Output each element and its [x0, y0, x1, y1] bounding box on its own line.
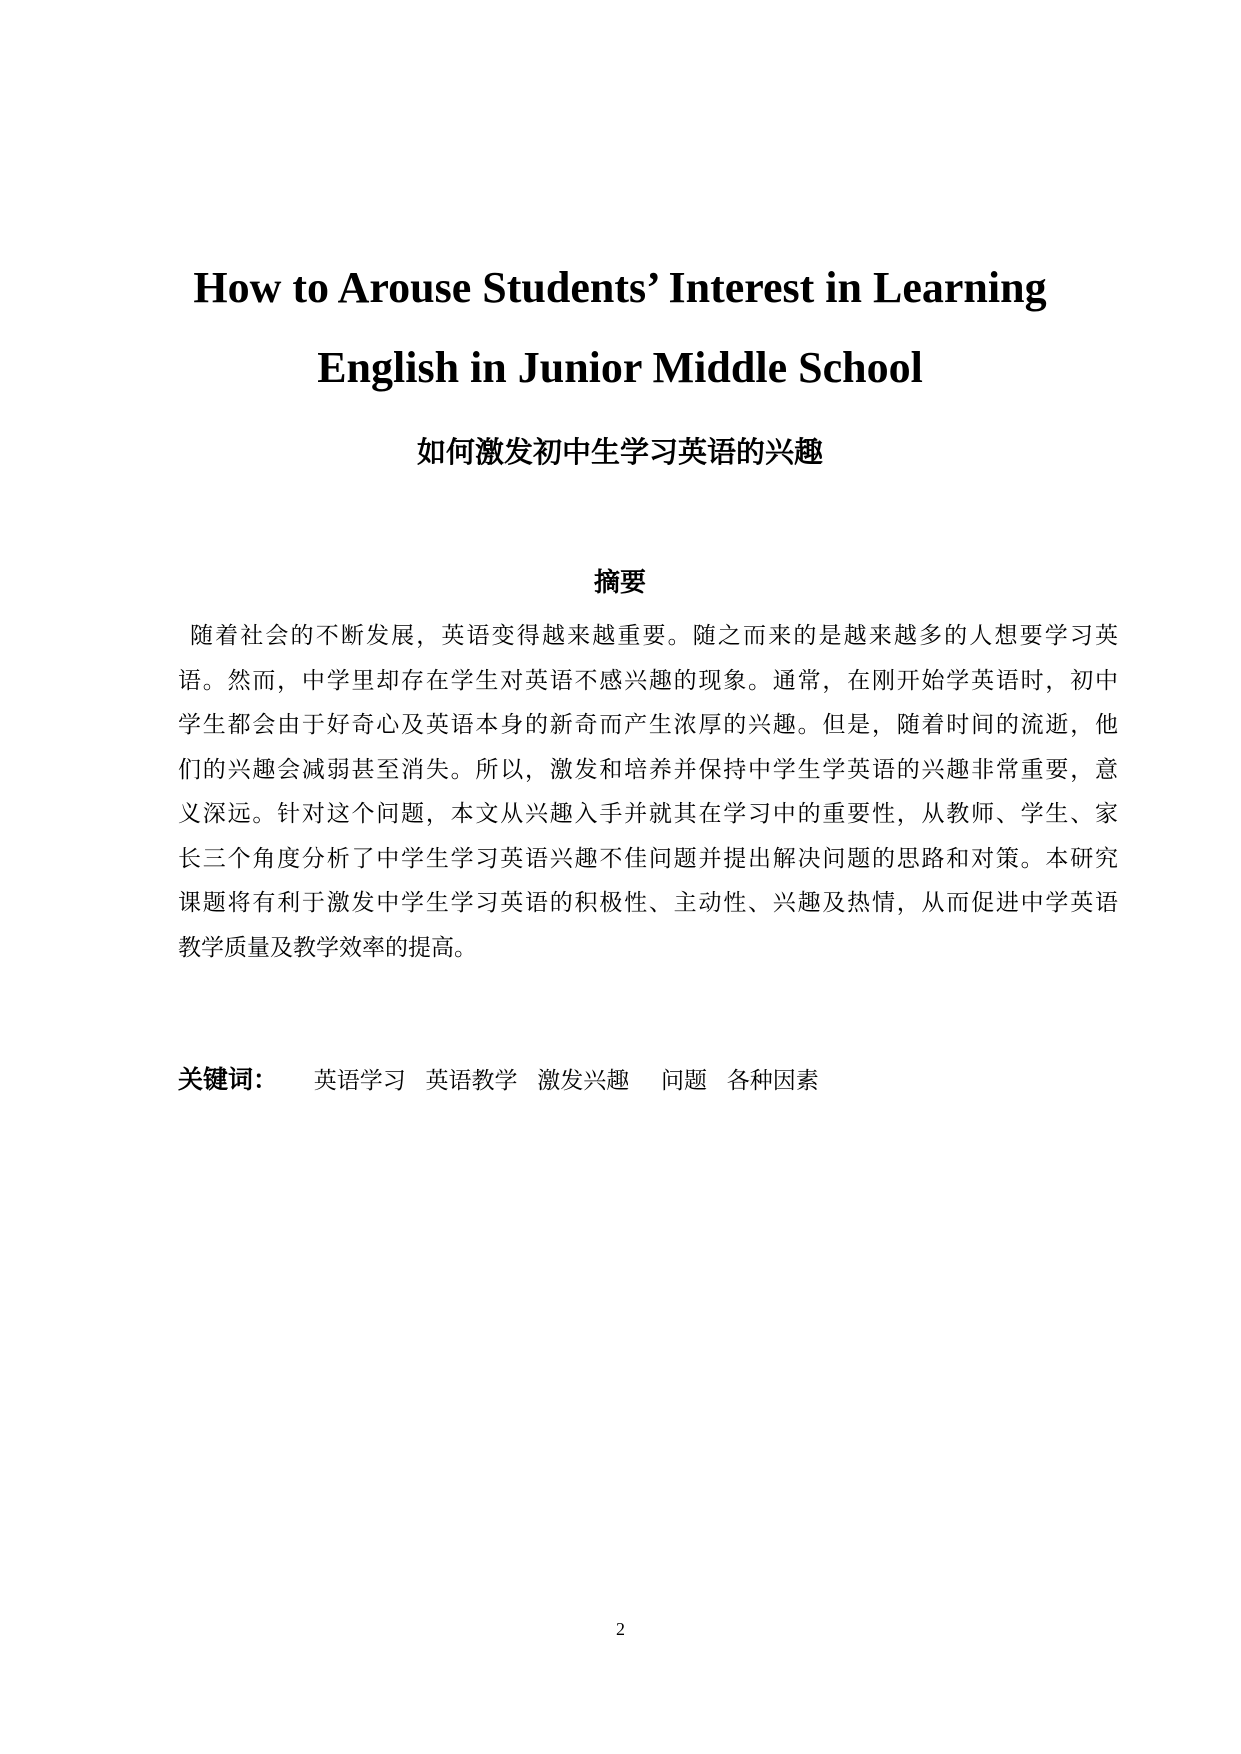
english-title-line-1: How to Arouse Students’ Interest in Learning	[193, 263, 1047, 312]
keywords-row	[178, 1063, 1118, 1098]
abstract-line: 课题将有利于激发中学生学习英语的积极性、主动性、兴趣及热情，从而促进中学英语	[178, 890, 1118, 916]
abstract-heading: 摘要	[593, 568, 646, 598]
keyword-item: 问题	[661, 1068, 708, 1094]
page-number: 2	[616, 1619, 625, 1639]
abstract-line: 教学质量及教学效率的提高。	[178, 934, 477, 961]
keywords-label: 关键词：	[178, 1065, 279, 1094]
abstract-line: 长三个角度分析了中学生学习英语兴趣不佳问题并提出解决问题的思路和对策。本研究	[178, 845, 1118, 872]
keyword-item: 各种因素	[726, 1068, 819, 1094]
keyword-item: 激发兴趣	[537, 1068, 630, 1094]
keyword-item: 英语学习	[313, 1068, 406, 1094]
chinese-title: 如何激发初中生学习英语的兴趣	[416, 435, 823, 469]
abstract-line: 义深远。针对这个问题，本文从兴趣入手并就其在学习中的重要性，从教师、学生、家	[178, 801, 1118, 827]
keyword-item: 英语教学	[425, 1068, 518, 1094]
abstract-line: 语。然而，中学里却存在学生对英语不感兴趣的现象。通常，在刚开始学英语时，初中	[178, 667, 1118, 694]
abstract-body	[178, 614, 1118, 970]
abstract-line: 随着社会的不断发展，英语变得越来越重要。随之而来的是越来越多的人想要学习英	[190, 623, 1118, 649]
abstract-line: 学生都会由于好奇心及英语本身的新奇而产生浓厚的兴趣。但是，随着时间的流逝，他	[178, 712, 1118, 738]
abstract-line: 们的兴趣会减弱甚至消失。所以，激发和培养并保持中学生学英语的兴趣非常重要，意	[178, 756, 1118, 783]
english-title-line-2: English in Junior Middle School	[317, 343, 923, 392]
